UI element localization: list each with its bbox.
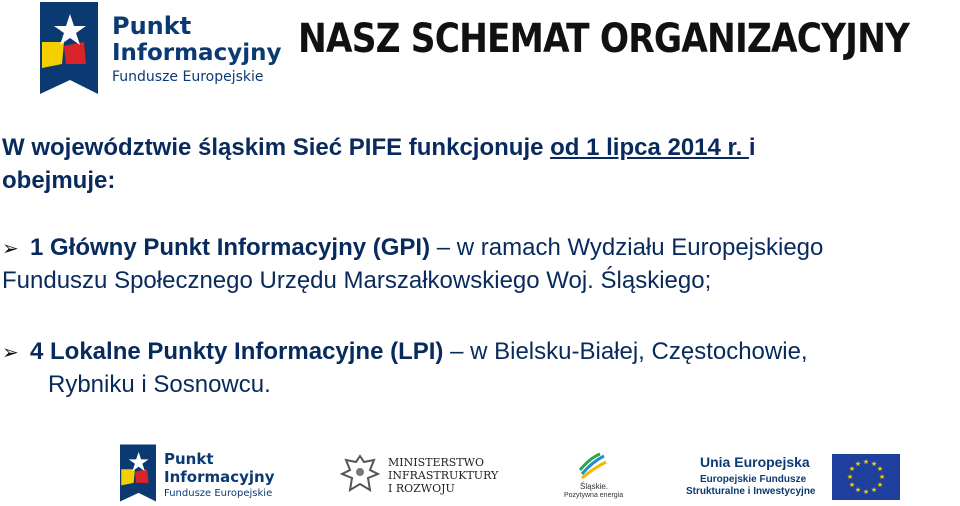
pife-star-flag-icon: [120, 444, 156, 502]
footer-slaskie-logo: [560, 452, 630, 502]
bullet-lpi-bold: 4 Lokalne Punkty Informacyjne (LPI): [30, 338, 444, 365]
svg-text:★: ★: [876, 465, 884, 473]
logo-line-informacyjny: Informacyjny: [112, 40, 282, 66]
intro-text-2: i: [748, 134, 756, 161]
intro-date: od 1 lipca 2014 r.: [550, 134, 749, 161]
ministry-line2: INFRASTRUKTURY: [388, 469, 499, 482]
svg-text:★: ★: [848, 465, 856, 473]
bullet-gpi-line2: Funduszu Społecznego Urzędu Marszałkowskiego Woj. Śląskiego;: [2, 267, 712, 294]
pife-star-flag-icon: [40, 2, 98, 94]
footer-pife-line3: Fundusze Europejskie: [164, 488, 273, 499]
eu-line3: Strukturalne i Inwestycyjne: [686, 486, 816, 497]
footer-pife-line1: Punkt: [164, 450, 214, 468]
page-title: NASZ SCHEMAT ORGANIZACYJNY: [298, 16, 910, 62]
footer-pife-line2: Informacyjny: [164, 468, 275, 486]
svg-text:★: ★: [848, 481, 856, 489]
svg-text:★: ★: [876, 481, 884, 489]
slaskie-waves-icon: [578, 452, 608, 480]
svg-text:★: ★: [870, 486, 878, 494]
arrow-bullet-icon: ➢: [2, 238, 19, 260]
pife-logo-top: [40, 2, 280, 94]
footer-pife-logo: [120, 444, 290, 504]
bullet-gpi-rest: – w ramach Wydziału Europejskiego: [430, 234, 824, 261]
bullet-lpi: [2, 336, 960, 401]
svg-text:★: ★: [862, 488, 870, 496]
arrow-bullet-icon: ➢: [2, 342, 19, 364]
footer-ministry-logo: [340, 452, 500, 502]
intro-text-1: W województwie śląskim Sieć PIFE funkcjonuje: [2, 134, 551, 161]
slaskie-line2: Pozytywna energia: [564, 492, 624, 499]
eagle-emblem-icon: [340, 452, 380, 496]
svg-text:★: ★: [846, 473, 854, 481]
slaskie-line1: Śląskie.: [580, 482, 609, 491]
eu-line2: Europejskie Fundusze: [700, 474, 807, 485]
intro-paragraph: [2, 131, 932, 197]
bullet-gpi-bold: 1 Główny Punkt Informacyjny (GPI): [30, 234, 431, 261]
svg-text:★: ★: [878, 473, 886, 481]
eu-flag-icon: [832, 454, 900, 500]
footer-logos: [0, 440, 960, 506]
eu-line1: Unia Europejska: [700, 454, 810, 470]
svg-text:★: ★: [870, 460, 878, 468]
bullet-lpi-line2: Rybniku i Sosnowcu.: [48, 371, 271, 398]
svg-text:★: ★: [862, 458, 870, 466]
ministry-line3: I ROZWOJU: [388, 482, 455, 495]
ministry-line1: MINISTERSTWO: [388, 456, 484, 469]
footer-eu-logo: [686, 452, 900, 504]
bullet-lpi-rest: – w Bielsku-Białej, Częstochowie,: [443, 338, 808, 365]
bullet-gpi: [2, 232, 960, 297]
logo-line-fundusze: Fundusze Europejskie: [112, 69, 264, 85]
intro-text-3: obejmuje:: [2, 167, 116, 194]
svg-text:★: ★: [854, 460, 862, 468]
logo-line-punkt: Punkt: [112, 12, 192, 40]
svg-text:★: ★: [854, 486, 862, 494]
